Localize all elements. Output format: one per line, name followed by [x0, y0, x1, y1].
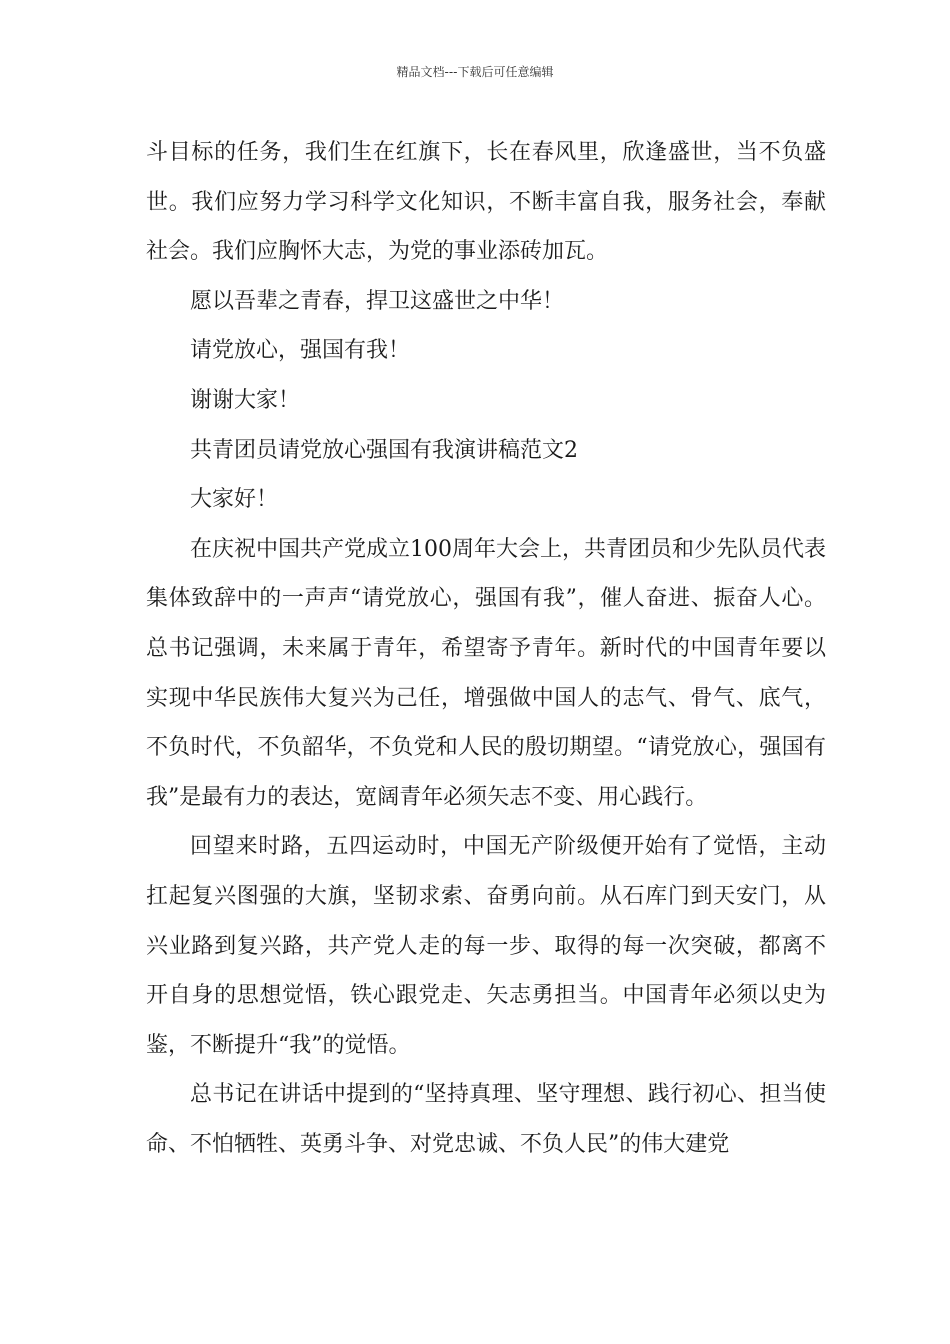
section-title: 共青团员请党放心强国有我演讲稿范文2 — [190, 437, 578, 463]
document-body — [146, 128, 826, 1169]
paragraph-greeting: 大家好！ — [190, 487, 279, 513]
paragraph-body: 总书记在讲话中提到的“坚持真理、坚守理想、践行初心、担当使命、不怕牺牲、英勇斗争、对党忠诚、不负人民”的伟大建党 — [146, 1082, 826, 1157]
paragraph-slogan: 愿以吾辈之青春，捍卫这盛世之中华！ — [190, 288, 565, 314]
paragraph-body: 在庆祝中国共产党成立100周年大会上，共青团员和少先队员代表集体致辞中的一声声“请党放心，强国有我”，催人奋进、振奋人心。总书记强调，未来属于青年，希望寄予青年。新时代的中国青年要以实现中华民族伟大复兴为己任，增强做中国人的志气、骨气、底气，不负时代，不负韶华，不负党和人民的殷切期望。“请党放心，强国有我”是最有力的表达，宽阔青年必须矢志不变、用心践行。 — [146, 536, 826, 810]
paragraph-continuation: 斗目标的任务，我们生在红旗下，长在春风里，欣逢盛世，当不负盛世。我们应努力学习科学文化知识，不断丰富自我，服务社会，奉献社会。我们应胸怀大志，为党的事业添砖加瓦。 — [146, 140, 826, 265]
paragraph-thanks: 谢谢大家！ — [190, 387, 301, 413]
paragraph-body: 回望来时路，五四运动时，中国无产阶级便开始有了觉悟，主动扛起复兴图强的大旗，坚韧求索、奋勇向前。从石库门到天安门，从兴业路到复兴路，共产党人走的每一步、取得的每一次突破，都离不开自身的思想觉悟，铁心跟党走、矢志勇担当。中国青年必须以史为鉴，不断提升“我”的觉悟。 — [146, 834, 826, 1058]
paragraph-pledge: 请党放心，强国有我！ — [190, 338, 411, 364]
page-header: 精品文档---下载后可任意编辑 — [396, 65, 554, 79]
